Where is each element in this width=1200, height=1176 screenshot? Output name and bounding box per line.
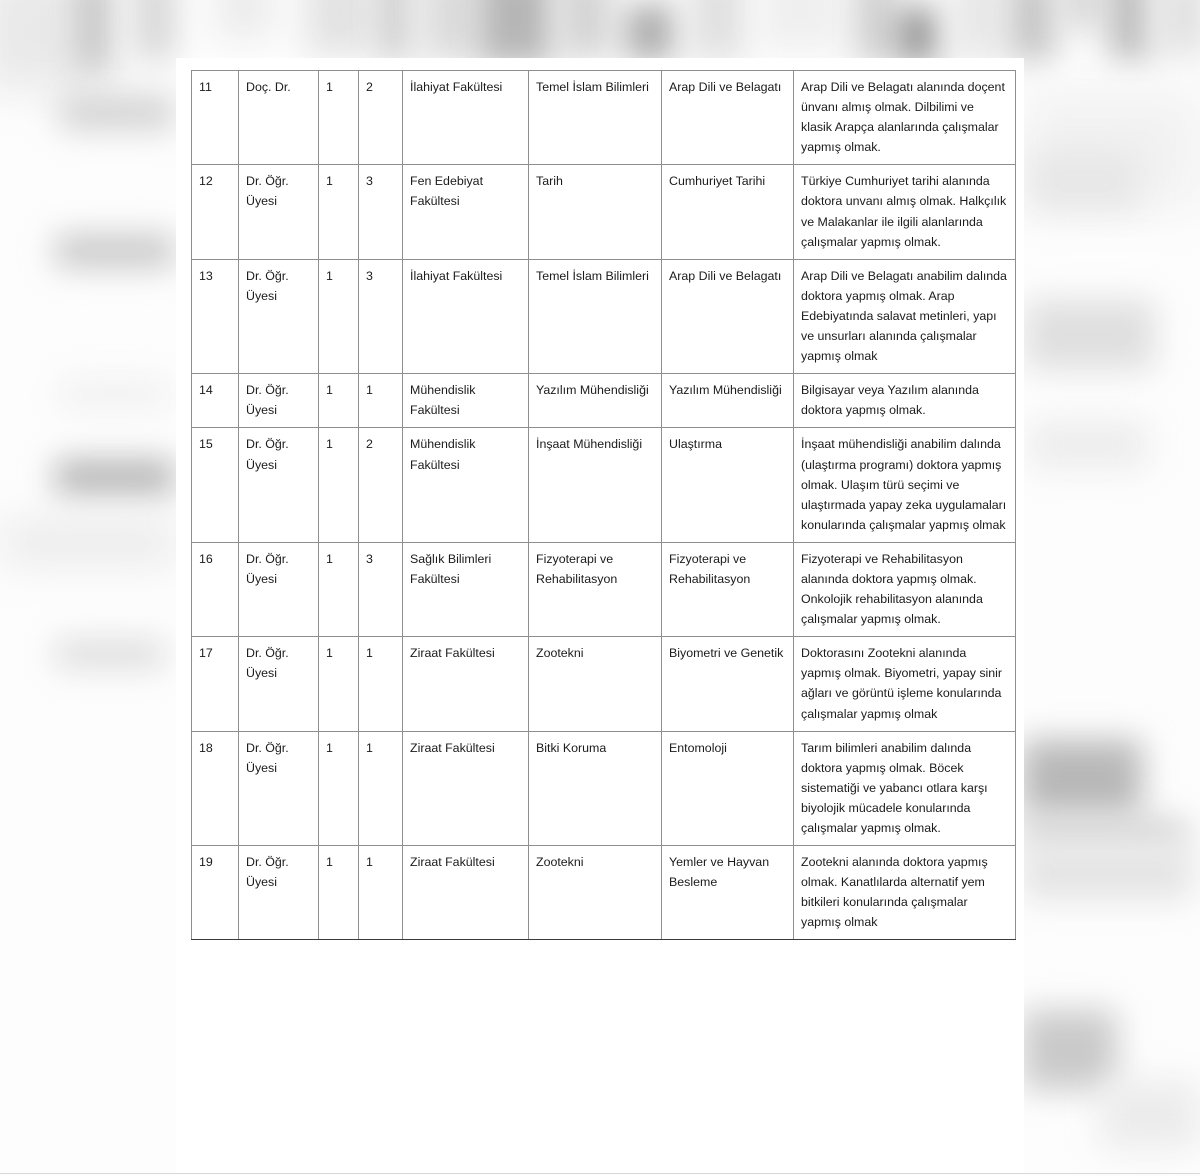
cell-anabilim-dali xyxy=(662,542,794,636)
cell-text-aciklama: Fizyoterapi ve Rehabilitasyon alanında doktora yapmış olmak. Onkolojik rehabilitasyon alanında çalışmalar yapmış olmak. xyxy=(801,551,983,627)
background-smudge xyxy=(420,0,480,60)
positions-table xyxy=(191,70,1016,940)
cell-text-aciklama: Arap Dili ve Belagatı anabilim dalında doktora yapmış olmak. Arap Edebiyatında salavat metinleri, yapı ve unsurları alanında çalışmalar yapmış olmak xyxy=(801,268,1007,364)
cell-text-bolum: İnşaat Mühendisliği xyxy=(536,437,643,452)
cell-text-derece: 3 xyxy=(366,551,373,566)
background-smudge xyxy=(1022,1010,1117,1090)
cell-text-unvan: Dr. Öğr. Üyesi xyxy=(246,174,289,209)
cell-bolum xyxy=(529,71,662,165)
cell-text-fakulte: Ziraat Fakültesi xyxy=(410,740,495,755)
cell-text-derece: 1 xyxy=(366,855,373,870)
cell-text-fakulte: Mühendislik Fakültesi xyxy=(410,383,476,418)
table-row xyxy=(192,165,1016,259)
background-smudge xyxy=(560,0,610,58)
background-band xyxy=(0,525,178,560)
cell-derece xyxy=(359,731,403,845)
cell-text-bolum: Zootekni xyxy=(536,855,584,870)
cell-text-derece: 2 xyxy=(366,437,373,452)
table-row xyxy=(192,259,1016,373)
cell-fakulte xyxy=(403,542,529,636)
cell-text-anabilim-dali: Yazılım Mühendisliği xyxy=(669,383,782,398)
background-smudge xyxy=(305,0,375,55)
cell-unvan xyxy=(239,542,319,636)
cell-adet xyxy=(319,165,359,259)
cell-derece xyxy=(359,542,403,636)
background-smudge xyxy=(215,0,275,40)
cell-text-aciklama: Zootekni alanında doktora yapmış olmak. Kanatlılarda alternatif yem bitkileri konularında çalışmalar yapmış olmak xyxy=(801,855,988,930)
cell-text-unvan: Dr. Öğr. Üyesi xyxy=(246,268,289,303)
cell-aciklama xyxy=(794,637,1016,731)
table-row xyxy=(192,71,1016,165)
cell-text-sira-no: 18 xyxy=(199,740,213,755)
cell-anabilim-dali xyxy=(662,165,794,259)
background-smudge xyxy=(1028,420,1148,470)
cell-text-unvan: Dr. Öğr. Üyesi xyxy=(246,740,289,775)
cell-text-fakulte: Mühendislik Fakültesi xyxy=(410,437,476,472)
background-smudge xyxy=(60,380,170,408)
cell-unvan xyxy=(239,637,319,731)
background-smudge xyxy=(1100,1080,1200,1150)
cell-unvan xyxy=(239,165,319,259)
cell-text-anabilim-dali: Yemler ve Hayvan Besleme xyxy=(669,855,770,890)
cell-text-aciklama: Doktorasını Zootekni alanında yapmış olmak. Biyometri, yapay sinir ağları ve görüntü işleme konularında çalışmalar yapmış olmak xyxy=(801,646,1003,721)
cell-text-adet: 1 xyxy=(326,383,333,398)
cell-text-unvan: Dr. Öğr. Üyesi xyxy=(246,383,289,418)
cell-fakulte xyxy=(403,374,529,428)
cell-text-anabilim-dali: Arap Dili ve Belagatı xyxy=(669,268,782,283)
background-smudge xyxy=(1022,820,1187,845)
cell-text-bolum: Temel İslam Bilimleri xyxy=(536,80,649,94)
cell-text-derece: 1 xyxy=(366,383,373,398)
background-smudge xyxy=(760,0,840,50)
cell-text-adet: 1 xyxy=(326,855,333,870)
cell-derece xyxy=(359,428,403,542)
cell-anabilim-dali xyxy=(662,846,794,940)
cell-text-sira-no: 14 xyxy=(199,383,213,398)
cell-adet xyxy=(319,542,359,636)
cell-derece xyxy=(359,165,403,259)
cell-text-sira-no: 12 xyxy=(199,174,213,189)
cell-anabilim-dali xyxy=(662,428,794,542)
cell-sira-no xyxy=(192,71,239,165)
background-smudge xyxy=(895,8,940,63)
background-smudge xyxy=(855,0,895,62)
cell-anabilim-dali xyxy=(662,71,794,165)
cell-text-adet: 1 xyxy=(326,740,333,755)
cell-aciklama xyxy=(794,259,1016,373)
cell-aciklama xyxy=(794,542,1016,636)
cell-bolum xyxy=(529,428,662,542)
background-smudge xyxy=(60,95,175,130)
cell-sira-no xyxy=(192,637,239,731)
cell-bolum xyxy=(529,731,662,845)
cell-text-anabilim-dali: Entomoloji xyxy=(669,740,727,755)
cell-derece xyxy=(359,846,403,940)
background-smudge xyxy=(478,0,553,65)
cell-fakulte xyxy=(403,71,529,165)
cell-unvan xyxy=(239,428,319,542)
table-row xyxy=(192,374,1016,428)
cell-text-aciklama: Tarım bilimleri anabilim dalında doktora yapmış olmak. Böcek sistematiği ve yabancı otlara karşı biyolojik mücadele konularında çalışmalar yapmış olmak. xyxy=(801,740,988,835)
cell-text-sira-no: 17 xyxy=(199,646,213,661)
background-smudge xyxy=(1155,0,1200,55)
cell-derece xyxy=(359,374,403,428)
cell-anabilim-dali xyxy=(662,259,794,373)
background-smudge xyxy=(625,5,675,60)
cell-text-anabilim-dali: Arap Dili ve Belagatı xyxy=(669,80,782,94)
cell-unvan xyxy=(239,731,319,845)
cell-text-sira-no: 13 xyxy=(199,268,213,283)
background-smudge xyxy=(1110,0,1150,60)
background-smudge xyxy=(1025,300,1155,370)
cell-fakulte xyxy=(403,165,529,259)
cell-text-unvan: Dr. Öğr. Üyesi xyxy=(246,551,289,586)
cell-text-bolum: Tarih xyxy=(536,174,563,189)
cell-text-adet: 1 xyxy=(326,551,333,566)
cell-text-sira-no: 11 xyxy=(199,80,212,94)
cell-text-aciklama: Bilgisayar veya Yazılım alanında doktora yapmış olmak. xyxy=(801,383,979,418)
cell-adet xyxy=(319,731,359,845)
cell-sira-no xyxy=(192,428,239,542)
cell-unvan xyxy=(239,846,319,940)
cell-bolum xyxy=(529,374,662,428)
cell-anabilim-dali xyxy=(662,374,794,428)
cell-derece xyxy=(359,637,403,731)
cell-text-bolum: Yazılım Mühendisliği xyxy=(536,383,649,398)
cell-text-fakulte: İlahiyat Fakültesi xyxy=(410,268,503,283)
cell-adet xyxy=(319,637,359,731)
cell-fakulte xyxy=(403,428,529,542)
cell-text-derece: 1 xyxy=(366,646,373,661)
background-smudge xyxy=(1010,0,1055,60)
cell-adet xyxy=(319,428,359,542)
cell-text-unvan: Dr. Öğr. Üyesi xyxy=(246,646,289,681)
cell-text-anabilim-dali: Biyometri ve Genetik xyxy=(669,646,784,661)
cell-text-derece: 1 xyxy=(366,740,373,755)
cell-text-sira-no: 16 xyxy=(199,551,213,566)
table-row xyxy=(192,731,1016,845)
cell-aciklama xyxy=(794,731,1016,845)
cell-aciklama xyxy=(794,71,1016,165)
page-bottom-rule xyxy=(0,1173,1200,1174)
cell-sira-no xyxy=(192,165,239,259)
table-row xyxy=(192,846,1016,940)
cell-text-aciklama: İnşaat mühendisliği anabilim dalında (ulaştırma programı) doktora yapmış olmak. Ulaşım türü seçimi ve ulaştırmada yapay zeka uygulamaları konularında çalışmalar yapmış olmak xyxy=(801,437,1007,532)
background-smudge xyxy=(1022,740,1142,815)
background-smudge xyxy=(55,640,165,668)
cell-bolum xyxy=(529,165,662,259)
cell-text-fakulte: İlahiyat Fakültesi xyxy=(410,80,503,94)
cell-aciklama xyxy=(794,165,1016,259)
cell-unvan xyxy=(239,71,319,165)
cell-text-unvan: Dr. Öğr. Üyesi xyxy=(246,437,289,472)
cell-text-unvan: Doç. Dr. xyxy=(246,80,291,94)
cell-fakulte xyxy=(403,637,529,731)
cell-aciklama xyxy=(794,846,1016,940)
cell-text-anabilim-dali: Fizyoterapi ve Rehabilitasyon xyxy=(669,551,751,586)
background-smudge xyxy=(135,0,175,60)
cell-text-bolum: Fizyoterapi ve Rehabilitasyon xyxy=(536,551,618,586)
cell-text-fakulte: Fen Edebiyat Fakültesi xyxy=(410,174,484,209)
cell-anabilim-dali xyxy=(662,731,794,845)
cell-sira-no xyxy=(192,731,239,845)
cell-text-anabilim-dali: Cumhuriyet Tarihi xyxy=(669,174,766,189)
table-row xyxy=(192,542,1016,636)
cell-text-adet: 1 xyxy=(326,174,333,189)
background-smudge xyxy=(380,0,410,60)
cell-sira-no xyxy=(192,846,239,940)
cell-sira-no xyxy=(192,542,239,636)
background-smudge xyxy=(1060,0,1105,30)
cell-text-fakulte: Ziraat Fakültesi xyxy=(410,646,495,661)
cell-text-adet: 1 xyxy=(326,437,333,452)
cell-text-anabilim-dali: Ulaştırma xyxy=(669,437,723,452)
cell-text-bolum: Bitki Koruma xyxy=(536,740,607,755)
cell-text-sira-no: 19 xyxy=(199,855,213,870)
cell-fakulte xyxy=(403,731,529,845)
cell-unvan xyxy=(239,374,319,428)
table-row xyxy=(192,637,1016,731)
cell-sira-no xyxy=(192,374,239,428)
cell-text-bolum: Zootekni xyxy=(536,646,584,661)
cell-text-bolum: Temel İslam Bilimleri xyxy=(536,268,649,283)
cell-text-derece: 3 xyxy=(366,174,373,189)
cell-unvan xyxy=(239,259,319,373)
cell-derece xyxy=(359,259,403,373)
cell-fakulte xyxy=(403,259,529,373)
cell-text-fakulte: Sağlık Bilimleri Fakültesi xyxy=(410,551,492,586)
background-smudge xyxy=(1022,845,1192,900)
cell-bolum xyxy=(529,542,662,636)
cell-bolum xyxy=(529,846,662,940)
cell-adet xyxy=(319,846,359,940)
cell-derece xyxy=(359,71,403,165)
cell-text-aciklama: Arap Dili ve Belagatı alanında doçent ünvanı almış olmak. Dilbilimi ve klasik Arapça alanlarında çalışmalar yapmış olmak. xyxy=(801,80,1005,155)
cell-text-unvan: Dr. Öğr. Üyesi xyxy=(246,855,289,890)
cell-adet xyxy=(319,259,359,373)
cell-text-adet: 1 xyxy=(326,80,333,94)
background-smudge xyxy=(55,235,175,267)
cell-text-adet: 1 xyxy=(326,646,333,661)
document-page xyxy=(176,58,1024,1176)
cell-text-aciklama: Türkiye Cumhuriyet tarihi alanında doktora unvanı almış olmak. Halkçılık ve Malakanlar ile ilgili alanlarında çalışmalar yapmış olmak. xyxy=(801,174,1007,249)
table-row xyxy=(192,428,1016,542)
background-smudge xyxy=(1030,150,1140,210)
cell-bolum xyxy=(529,637,662,731)
cell-adet xyxy=(319,71,359,165)
cell-text-derece: 2 xyxy=(366,80,373,94)
background-smudge xyxy=(950,0,1005,60)
cell-sira-no xyxy=(192,259,239,373)
cell-anabilim-dali xyxy=(662,637,794,731)
cell-bolum xyxy=(529,259,662,373)
cell-aciklama xyxy=(794,428,1016,542)
cell-text-fakulte: Ziraat Fakültesi xyxy=(410,855,495,870)
cell-text-adet: 1 xyxy=(326,268,333,283)
cell-text-sira-no: 15 xyxy=(199,437,213,452)
background-smudge xyxy=(55,460,175,494)
cell-aciklama xyxy=(794,374,1016,428)
background-smudge xyxy=(690,0,745,60)
background-smudge xyxy=(80,0,106,70)
cell-fakulte xyxy=(403,846,529,940)
cell-adet xyxy=(319,374,359,428)
cell-text-derece: 3 xyxy=(366,268,373,283)
